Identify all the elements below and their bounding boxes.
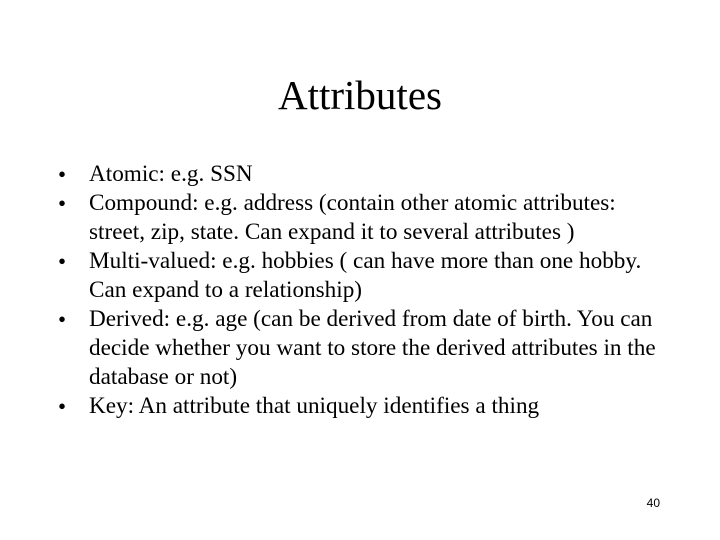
bullet-item-atomic (58, 160, 668, 189)
bullet-marker: • (58, 307, 67, 332)
bullet-list (58, 160, 668, 421)
bullet-text: Derived: e.g. age (can be derived from date of birth. You can decide whether you want to store the derived attributes in the database or not) (89, 306, 656, 390)
slide-title: Attributes (278, 72, 442, 118)
bullet-text: Atomic: e.g. SSN (89, 161, 253, 187)
bullet-marker: • (58, 191, 67, 216)
bullet-marker: • (58, 394, 67, 419)
bullet-text: Compound: e.g. address (contain other atomic attributes: street, zip, state. Can expand it to several attributes ) (89, 190, 616, 245)
bullet-marker: • (58, 162, 67, 187)
bullet-item-key (58, 392, 668, 421)
bullet-item-multi-valued (58, 247, 668, 305)
page-number: 40 (646, 496, 660, 510)
bullet-item-derived (58, 305, 668, 392)
bullet-text: Key: An attribute that uniquely identifies a thing (89, 393, 540, 419)
bullet-text: Multi-valued: e.g. hobbies ( can have more than one hobby. Can expand to a relationship) (89, 248, 642, 303)
bullet-marker: • (58, 249, 67, 274)
bullet-item-compound (58, 189, 668, 247)
